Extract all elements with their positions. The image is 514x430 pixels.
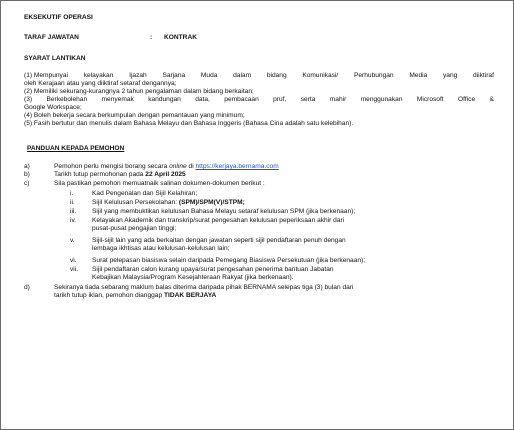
guidance-item-d-continued — [54, 292, 216, 300]
requirement-4: (4) Boleh bekerja secara berkumpulan dengan pemantauan yang minimum; — [24, 112, 245, 119]
requirement-word: Sarjana — [162, 72, 186, 79]
doc-item-iv — [70, 217, 345, 225]
doc-item-vi — [70, 257, 366, 265]
doc-item-v — [70, 237, 346, 245]
doc-item-vii-text: Sijil pendaftaran calon kurang upaya/surat pengesahan penerima bantuan Jabatan — [92, 266, 334, 273]
requirement-word: Microsoft — [416, 96, 444, 103]
result-status: TIDAK BERJAYA — [163, 292, 217, 299]
employment-status-value: KONTRAK — [164, 34, 197, 41]
guidance-a-pre: Pemohon perlu mengisi borang secara — [54, 163, 170, 170]
requirement-word: diiktiraf — [473, 72, 494, 79]
doc-item-ii-pre: Sijil Kelulusan Persekolahan: — [92, 199, 179, 206]
requirement-word: yang — [443, 72, 458, 79]
requirements-heading: SYARAT LANTIKAN — [24, 55, 86, 62]
requirement-5: (5) Fasih bertutur dan menulis dalam Bahasa Melayu dan Bahasa Inggeris (Bahasa Cina adalah satu kelebihan). — [24, 120, 354, 127]
guidance-item-a — [24, 163, 279, 171]
job-title: EKSEKUTIF OPERASI — [24, 14, 93, 21]
requirement-word: bidang — [266, 72, 287, 79]
doc-item-vi-text: Surat pelepasan biasiswa selain daripada Pemegang Biasiswa Persekutuan (jika berkenaan); — [92, 257, 366, 264]
doc-item-i — [70, 190, 198, 198]
requirement-word: data, — [195, 96, 210, 103]
employment-status-separator: : — [150, 34, 153, 41]
doc-item-iv-text: Kelayakan Akademik dan transkrip/surat pengesahan kelulusan peperiksaan akhir dari — [92, 217, 345, 224]
doc-item-ii — [70, 199, 245, 207]
requirement-word: Muda — [200, 72, 218, 79]
doc-item-i-text: Kad Pengenalan dan Sijil Kelahiran; — [92, 190, 198, 197]
doc-item-vi-num: vi. — [70, 257, 77, 264]
doc-item-ii-num: ii. — [70, 199, 75, 206]
requirement-word: menggunakan — [360, 96, 403, 103]
requirement-1 — [24, 72, 494, 80]
guidance-item-d-text: Sekiranya tiada sebarang maklum balas diterima daripada pihak BERNAMA selepas tiga (3) bulan dari — [54, 284, 354, 291]
guidance-item-d-label: d) — [24, 284, 30, 291]
doc-item-i-num: i. — [70, 190, 74, 197]
guidance-item-a-text — [54, 163, 279, 171]
doc-item-vii-num: vii. — [70, 266, 79, 273]
requirement-2: (2) Memiliki sekurang-kurangnya 2 tahun pengalaman dalam bidang berkaitan; — [24, 88, 254, 95]
requirement-word: serta — [300, 96, 316, 103]
requirement-word: menyemak — [101, 96, 134, 103]
requirement-word: mahir — [329, 96, 347, 103]
doc-item-iii — [70, 208, 356, 216]
doc-item-vii-continued: Kebajikan Malaysia/Program Kesejahteraan Rakyat (jika berkenaan). — [92, 274, 294, 281]
guidance-item-d — [24, 284, 354, 292]
doc-item-iii-num: iii. — [70, 208, 77, 215]
requirement-word: Komunikasi/ — [302, 72, 339, 79]
requirement-3 — [24, 96, 494, 104]
guidance-item-b-label: b) — [24, 171, 30, 178]
requirement-word: pembacaan — [224, 96, 259, 103]
guidance-item-c — [24, 180, 265, 188]
doc-item-v-continued: lembaga ikhtisas atau kelulusan-kelulusan lain; — [92, 245, 230, 252]
doc-item-ii-bold: (SPM)/SPM(V)/STPM; — [178, 199, 245, 206]
guidance-b-pre: Tarikh tutup permohonan pada — [54, 171, 146, 178]
requirement-word: kandungan — [148, 96, 181, 103]
guidance-d-cont-pre: tarikh tutup iklan, pemohon dianggap — [54, 292, 164, 299]
doc-item-iii-text: Sijil yang membuktikan kelulusan Bahasa Melayu setaraf kelulusan SPM (jika berkenaan); — [92, 208, 356, 215]
doc-item-v-text: Sijil-sijil lain yang ada berkaitan dengan jawatan seperti sijil pendaftaran penuh dengan — [92, 237, 346, 244]
guidance-item-c-text: Sila pastikan pemohon memuatnaik salinan dokumen-dokumen berikut : — [54, 180, 265, 187]
requirement-word: Media — [409, 72, 428, 79]
guidance-a-mid: di — [186, 163, 196, 170]
careers-link[interactable]: https://kerjaya.bernama.com — [195, 163, 279, 170]
requirement-word: dalam — [233, 72, 252, 79]
requirement-word: kelayakan — [83, 72, 114, 79]
requirement-word: Perhubungan — [353, 72, 394, 79]
employment-status-row — [24, 34, 197, 42]
doc-item-v-num: v. — [70, 237, 75, 244]
employment-status-label: TARAF JAWATAN — [24, 34, 79, 41]
requirement-word: (1) Mempunyai — [24, 72, 68, 79]
guidance-item-b-text — [54, 171, 186, 179]
closing-date: 22 April 2025 — [145, 171, 186, 178]
doc-item-vii — [70, 266, 334, 274]
requirement-word: pruf, — [273, 96, 287, 103]
requirement-word: Berkebolehan — [46, 96, 88, 103]
requirement-word: (3) — [24, 96, 33, 103]
requirement-3-continued: Google Workspace; — [24, 104, 82, 111]
requirement-1-continued: oleh Kerajaan atau yang diiktiraf setaraf dengannya; — [24, 80, 177, 87]
guidance-a-italic: online — [169, 163, 187, 170]
doc-item-iv-continued: pusat-pusat pengajian tinggi; — [92, 225, 177, 232]
doc-item-iv-num: iv. — [70, 217, 77, 224]
guidance-item-b — [24, 171, 186, 179]
guidance-heading: PANDUAN KEPADA PEMOHON — [27, 145, 125, 152]
requirement-word: Office — [458, 96, 476, 103]
guidance-item-a-label: a) — [24, 163, 30, 170]
requirement-word: & — [489, 96, 494, 103]
doc-item-ii-text — [92, 199, 245, 207]
requirement-word: Ijazah — [129, 72, 147, 79]
guidance-item-c-label: c) — [24, 180, 30, 187]
